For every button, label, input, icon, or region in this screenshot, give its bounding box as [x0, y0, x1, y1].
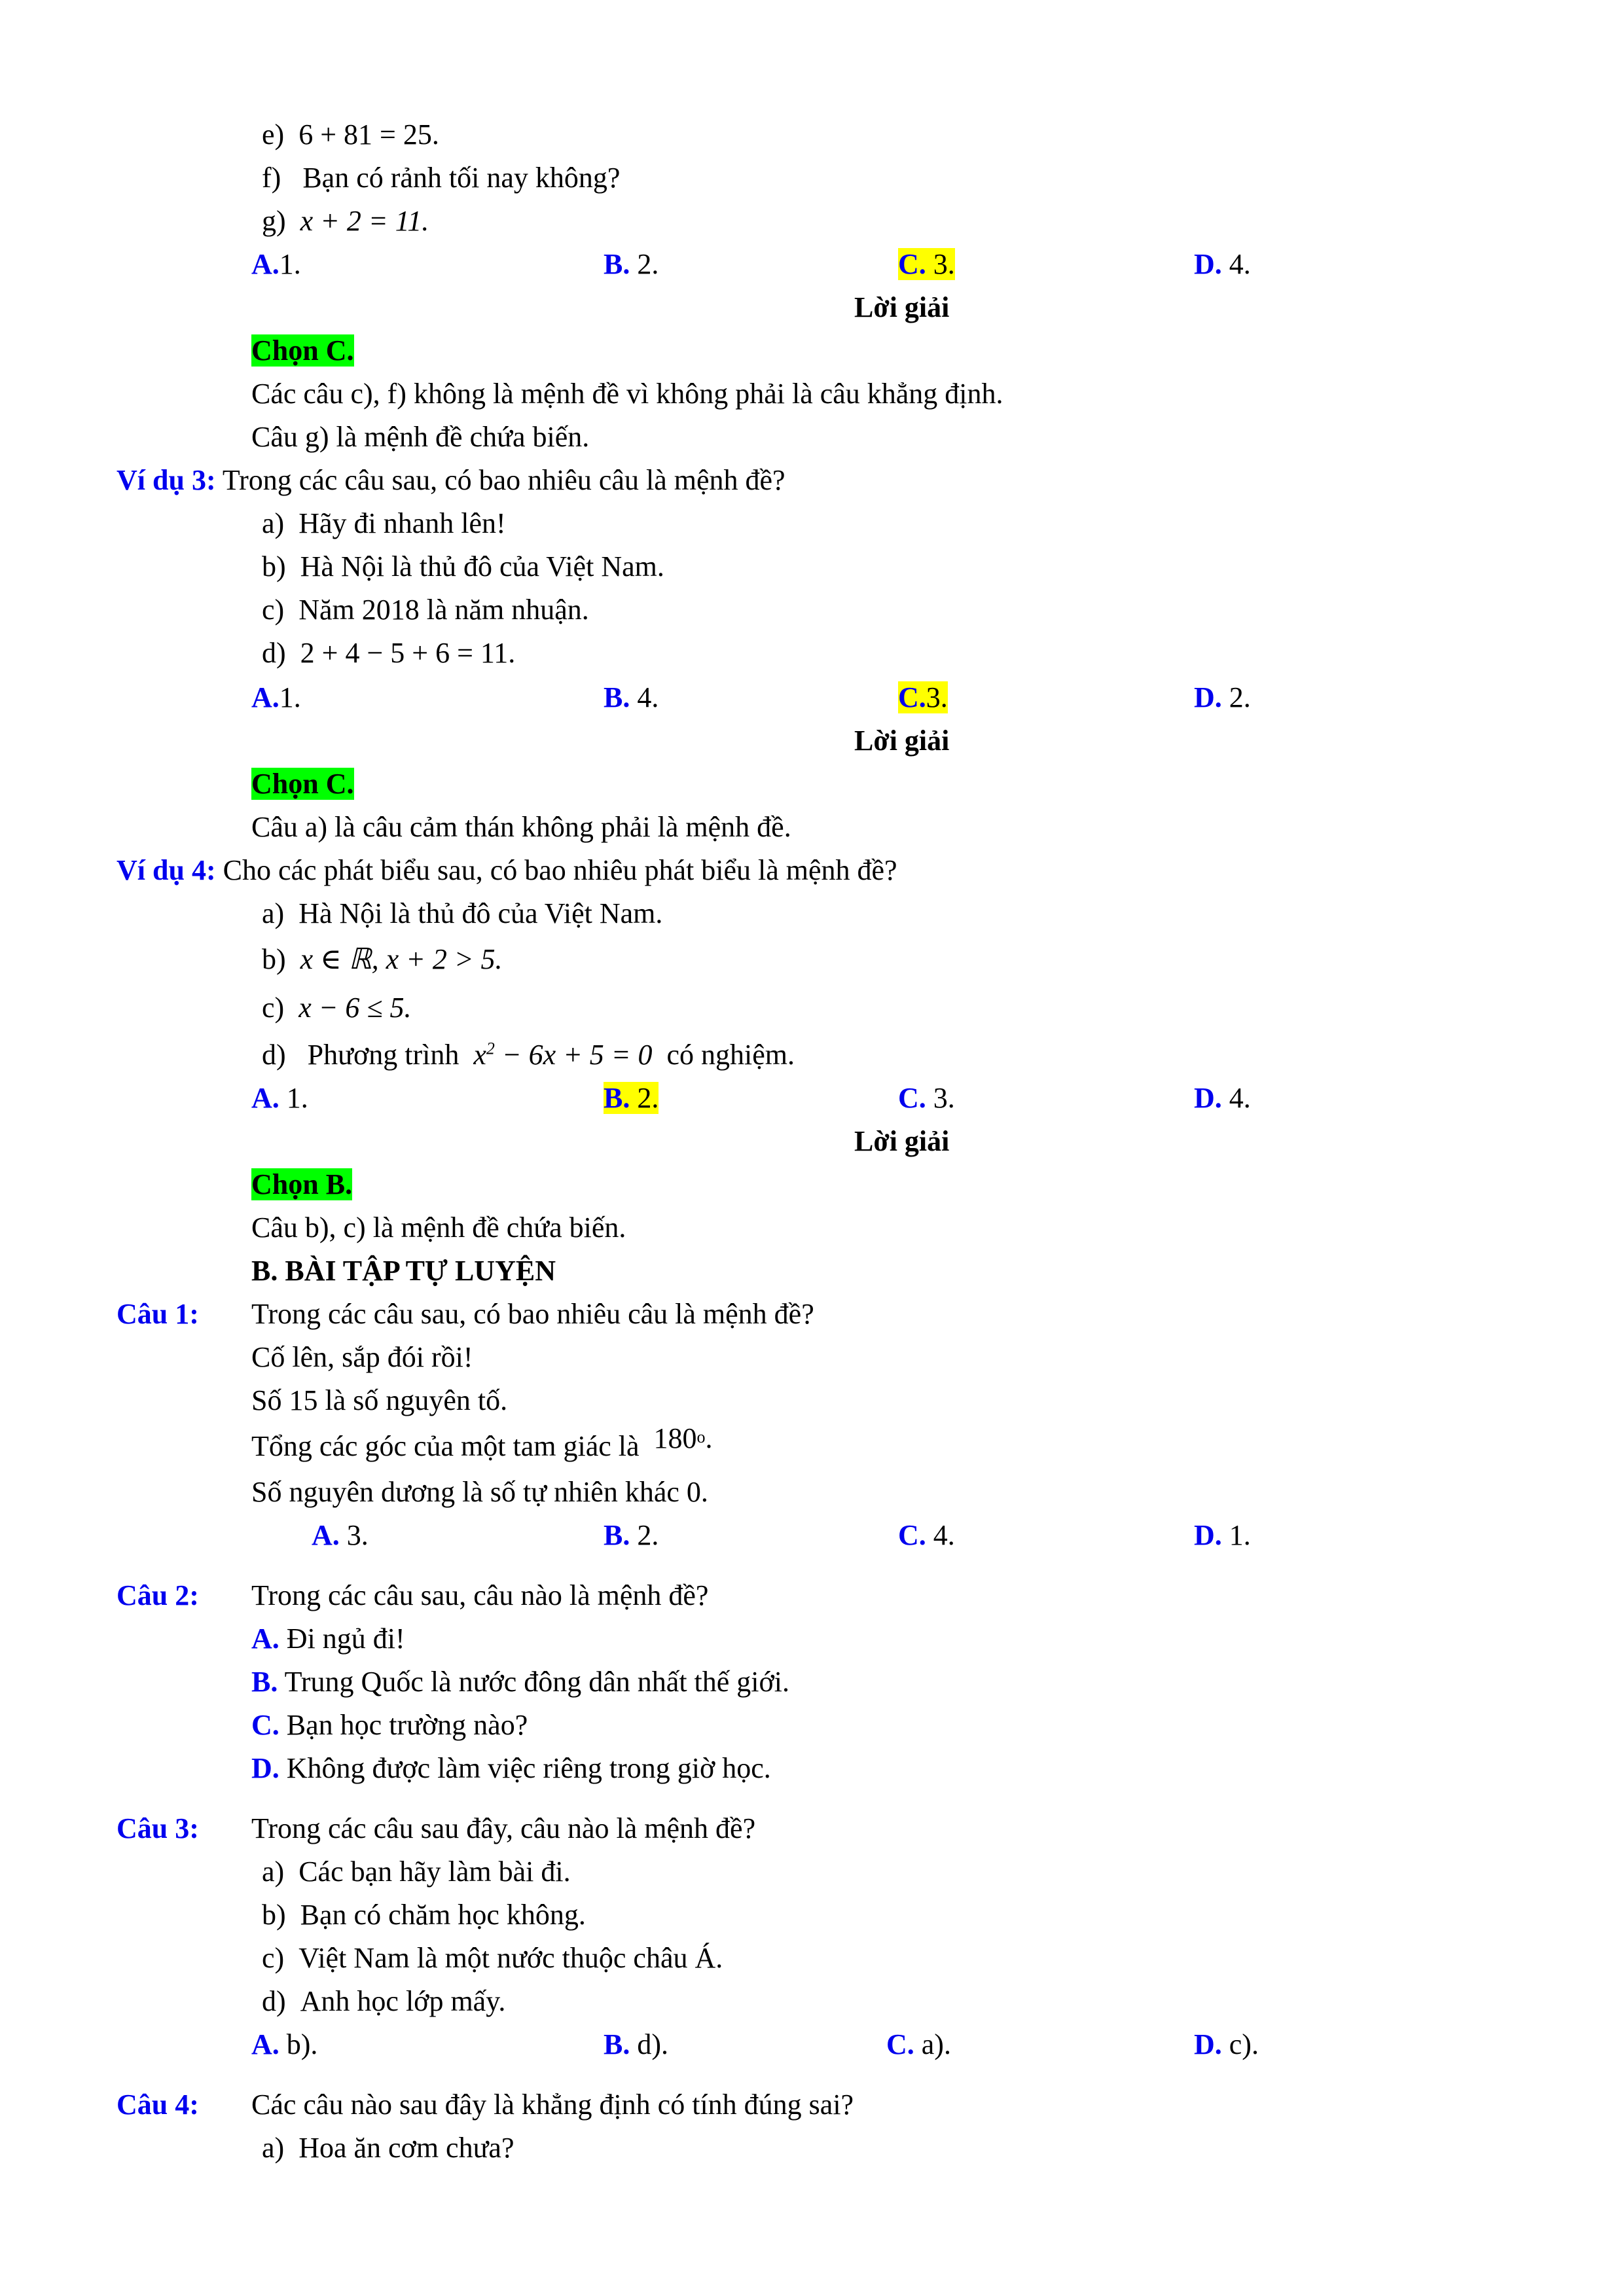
ex3-option-c: C.3.: [898, 681, 948, 713]
ex4-item-b: b) x ∈ ℝ, x + 2 > 5.: [262, 943, 503, 975]
ex4-option-c: C. 3.: [898, 1082, 955, 1114]
q2-option-b: B. Trung Quốc là nước đông dân nhất thế giới.: [251, 1666, 790, 1698]
item-f: f) Bạn có rảnh tối nay không?: [262, 162, 621, 194]
ex2-option-a: A.1.: [251, 248, 301, 280]
q4-question: Các câu nào sau đây là khẳng định có tính đúng sai?: [251, 2089, 854, 2121]
ex3-question: Ví dụ 3: Trong các câu sau, có bao nhiêu câu là mệnh đề?: [117, 464, 785, 496]
q2-question: Trong các câu sau, câu nào là mệnh đề?: [251, 1579, 709, 1611]
q3-question: Trong các câu sau đây, câu nào là mệnh đề?: [251, 1812, 756, 1844]
ex3-item-b: b) Hà Nội là thủ đô của Việt Nam.: [262, 550, 664, 583]
ex4-item-c: c) x − 6 ≤ 5.: [262, 992, 412, 1024]
ex2-explain-2: Câu g) là mệnh đề chứa biến.: [251, 421, 590, 453]
q1-question: Trong các câu sau, có bao nhiêu câu là mệnh đề?: [251, 1298, 814, 1330]
q2-option-c: C. Bạn học trường nào?: [251, 1709, 528, 1741]
ex2-option-b: B. 2.: [604, 248, 659, 280]
q4-item-a: a) Hoa ăn cơm chưa?: [262, 2132, 514, 2164]
ex3-option-a: A.1.: [251, 681, 301, 713]
q3-item-b: b) Bạn có chăm học không.: [262, 1899, 586, 1931]
q1-option-b: B. 2.: [604, 1519, 659, 1551]
ex2-option-c: C. 3.: [898, 248, 955, 280]
q1-option-a: A. 3.: [312, 1519, 369, 1551]
ex2-explain-1: Các câu c), f) không là mệnh đề vì không phải là câu khẳng định.: [251, 378, 1003, 410]
q1-line-3: Tổng các góc của một tam giác là 180$^o$.: [251, 1422, 713, 1462]
q3-item-c: c) Việt Nam là một nước thuộc châu Á.: [262, 1942, 723, 1974]
ex3-item-c: c) Năm 2018 là năm nhuận.: [262, 594, 589, 626]
ex4-item-d: d) Phương trình $x^2 - 6x + 5 = 0$ có nghiệm.: [262, 1039, 795, 1071]
ex2-option-d: D. 4.: [1194, 248, 1251, 280]
ex3-explain-1: Câu a) là câu cảm thán không phải là mệnh đề.: [251, 811, 791, 843]
q3-option-a: A. b).: [251, 2028, 318, 2060]
q3-option-c: C. a).: [886, 2028, 951, 2060]
ex4-option-d: D. 4.: [1194, 1082, 1251, 1114]
ex4-solution-title: Lời giải: [854, 1125, 950, 1157]
ex4-choice: Chọn B.: [251, 1168, 353, 1200]
ex3-item-d: d) 2 + 4 − 5 + 6 = 11.: [262, 637, 516, 669]
item-e: e) 6 + 81 = 25.: [262, 118, 439, 151]
ex2-solution-title: Lời giải: [854, 291, 950, 323]
q1-option-d: D. 1.: [1194, 1519, 1251, 1551]
q1-line-2: Số 15 là số nguyên tố.: [251, 1384, 508, 1416]
q2-option-d: D. Không được làm việc riêng trong giờ học.: [251, 1752, 771, 1784]
q1-label: Câu 1:: [117, 1298, 199, 1330]
q1-line-1: Cố lên, sắp đói rồi!: [251, 1341, 473, 1373]
q3-option-b: B. d).: [604, 2028, 669, 2060]
ex3-solution-title: Lời giải: [854, 725, 950, 757]
ex2-choice: Chọn C.: [251, 334, 354, 367]
ex3-choice: Chọn C.: [251, 768, 354, 800]
q4-label: Câu 4:: [117, 2089, 199, 2121]
q3-item-a: a) Các bạn hãy làm bài đi.: [262, 1856, 571, 1888]
q3-item-d: d) Anh học lớp mấy.: [262, 1985, 506, 2017]
ex3-option-b: B. 4.: [604, 681, 659, 713]
ex3-option-d: D. 2.: [1194, 681, 1251, 713]
ex4-item-a: a) Hà Nội là thủ đô của Việt Nam.: [262, 897, 663, 929]
ex4-explain-1: Câu b), c) là mệnh đề chứa biến.: [251, 1211, 626, 1244]
section-b-title: B. BÀI TẬP TỰ LUYỆN: [251, 1255, 556, 1287]
ex4-question: Ví dụ 4: Cho các phát biểu sau, có bao nhiêu phát biểu là mệnh đề?: [117, 854, 897, 886]
q2-option-a: A. Đi ngủ đi!: [251, 1623, 405, 1655]
q3-option-d: D. c).: [1194, 2028, 1259, 2060]
q3-label: Câu 3:: [117, 1812, 199, 1844]
ex3-item-a: a) Hãy đi nhanh lên!: [262, 507, 506, 539]
ex4-option-a: A. 1.: [251, 1082, 308, 1114]
q2-label: Câu 2:: [117, 1579, 199, 1611]
ex4-option-b: B. 2.: [604, 1082, 659, 1114]
q1-option-c: C. 4.: [898, 1519, 955, 1551]
item-g: g) x + 2 = 11.: [262, 205, 429, 237]
q1-line-4: Số nguyên dương là số tự nhiên khác 0.: [251, 1476, 708, 1508]
